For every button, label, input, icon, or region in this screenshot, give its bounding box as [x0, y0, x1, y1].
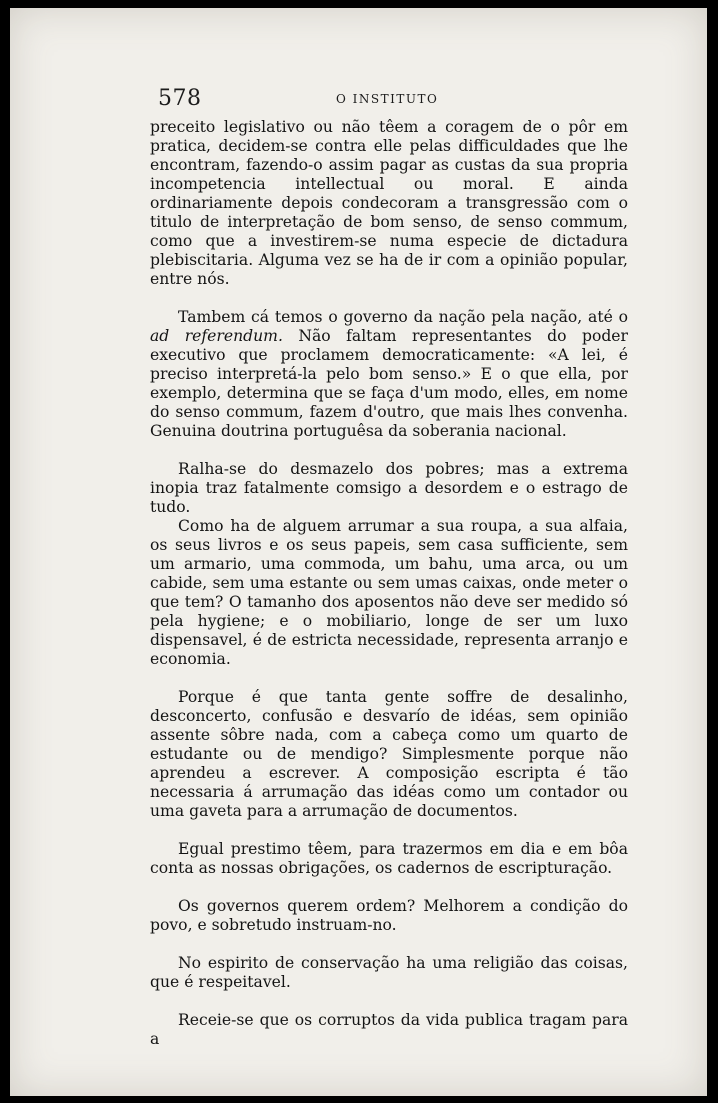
paragraph-2-italic: ad referendum.	[150, 327, 283, 345]
page-number: 578	[158, 86, 202, 111]
paragraph-6: Egual prestimo têem, para trazermos em dia e em bôa conta as nossas obrigações, os cadernos de escripturação.	[150, 840, 628, 877]
paragraph-1: preceito legislativo ou não têem a coragem de o pôr em pratica, decidem-se contra elle pelas difficuldades que lhe encontram, fazendo-o assim pagar as custas da sua propria incompetencia intellectual ou moral. E ainda ordinariamente depois condecoram a transgressão com o titulo de interpretação de bom senso, de senso commum, como que a investirem-se numa especie de dictadura plebiscitaria. Alguma vez se ha de ir com a opinião popular, entre nós.	[150, 118, 628, 288]
paragraph-7: Os governos querem ordem? Melhorem a condição do povo, e sobretudo instruam-no.	[150, 897, 628, 934]
paragraph-4: Como ha de alguem arrumar a sua roupa, a sua alfaia, os seus livros e os seus papeis, sem casa sufficiente, sem um armario, uma commoda, um bahu, uma arca, ou um cabide, sem uma estante ou sem umas caixas, onde meter o que tem? O tamanho dos aposentos não deve ser medido só pela hygiene; e o mobiliario, longe de ser um luxo dispensavel, é de estricta necessidade, representa arranjo e economia.	[150, 517, 628, 668]
paragraph-2-rest: Não faltam representantes do poder executivo que proclamem democraticamente: «A lei, é preciso interpretá-la pelo bom senso.» E o que ella, por exemplo, determina que se faça d'um modo, elles, em nome do senso commum, fazem d'outro, que mais lhes convenha. Genuina doutrina portuguêsa da soberania nacional.	[150, 327, 628, 440]
paragraph-2	[150, 308, 628, 441]
page-header	[158, 86, 638, 112]
running-head: O INSTITUTO	[336, 92, 439, 106]
paragraph-3: Ralha-se do desmazelo dos pobres; mas a extrema inopia traz fatalmente comsigo a desordem e o estrago de tudo.	[150, 460, 628, 516]
paragraph-8: No espirito de conservação ha uma religião das coisas, que é respeitavel.	[150, 954, 628, 991]
paragraph-5: Porque é que tanta gente soffre de desalinho, desconcerto, confusão e desvarío de idéas, sem opinião assente sôbre nada, com a cabeça como um quarto de estudante ou de mendigo? Simplesmente porque não aprendeu a escrever. A composição escripta é tão necessaria á arrumação das idéas como um contador ou uma gaveta para a arrumação de documentos.	[150, 688, 628, 820]
body-text	[150, 118, 628, 1049]
paragraph-9: Receie-se que os corruptos da vida publica tragam para a	[150, 1011, 628, 1048]
paragraph-2-start: Tambem cá temos o governo da nação pela nação, até o	[178, 308, 628, 326]
